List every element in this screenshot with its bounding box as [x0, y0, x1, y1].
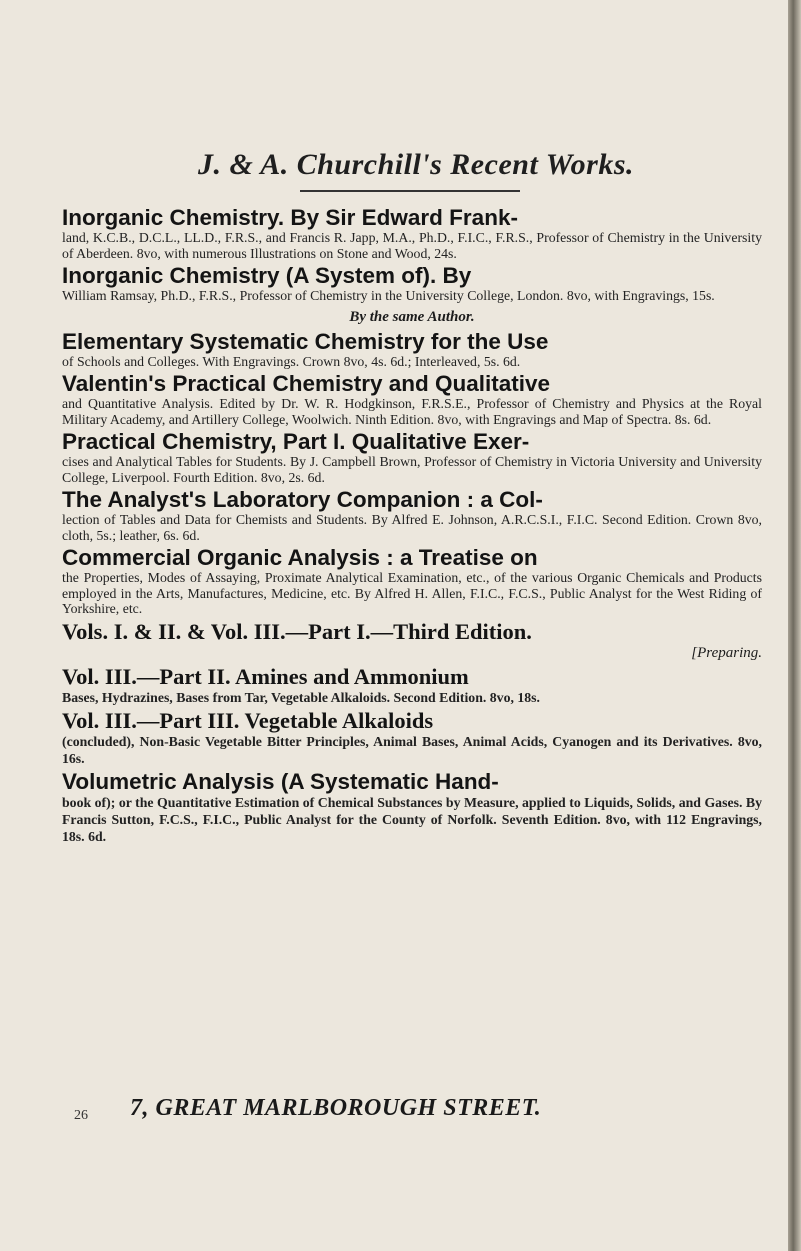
entry-description: William Ramsay, Ph.D., F.R.S., Professor of Chemistry in the University College, London. 8vo, with Engravings, 15s. — [62, 288, 715, 303]
entry-description: book of); or the Quantitative Estimation of Chemical Substances by Measure, applied to Liquids, Solids, and Gases. By Francis Sutton, F.C.S., F.I.C., Public Analyst for the County of Norfolk. Seventh Edition. 8vo, with 112 Engravings, 18s. 6d. — [62, 794, 762, 844]
entry-title: Practical Chemistry, Part I. Qualitative Exer- — [62, 429, 530, 454]
entry-title: Elementary Systematic Chemistry for the Use — [62, 328, 549, 354]
entry-title: Vols. I. & II. & Vol. III.—Part I.—Third Edition. — [62, 618, 532, 644]
entry-title: Commercial Organic Analysis : a Treatise on — [62, 545, 538, 570]
catalogue-entry — [62, 264, 762, 304]
catalogue-entry — [62, 307, 762, 327]
entry-description: and Quantitative Analysis. Edited by Dr. W. R. Hodgkinson, F.R.S.E., Professor of Chemistry and Physics at the Royal Military Academy, and Artillery College, Woolwich. Ninth Edition. 8vo, with Engravings and Map of Spectra. 8s. 6d. — [62, 396, 762, 427]
catalogue-entry — [62, 770, 762, 845]
entry-description: (concluded), Non-Basic Vegetable Bitter Principles, Animal Bases, Animal Acids, Cyanogen and its Derivatives. 8vo, 16s. — [62, 733, 762, 766]
catalogue-entry — [62, 430, 762, 485]
entry-description: land, K.C.B., D.C.L., LL.D., F.R.S., and Francis R. Japp, M.A., Ph.D., F.I.C., F.R.S., Professor of Chemistry in the University of Aberdeen. 8vo, with numerous Illustrations on Stone and Wood, 24s. — [62, 230, 762, 261]
byline: By the same Author. — [349, 308, 475, 325]
entry-title: Volumetric Analysis (A Systematic Hand- — [62, 768, 499, 794]
header-rule — [300, 190, 520, 192]
entry-description: cises and Analytical Tables for Students. By J. Campbell Brown, Professor of Chemistry in Victoria University and University College, Liverpool. Fourth Edition. 8vo, 2s. 6d. — [62, 454, 762, 485]
publisher-address: 7, GREAT MARLBOROUGH STREET. — [130, 1095, 542, 1121]
entry-title: Inorganic Chemistry. By Sir Edward Frank- — [62, 205, 518, 230]
catalogue-entry — [62, 546, 762, 617]
catalogue-entry — [62, 488, 762, 543]
catalogue-entry — [62, 372, 762, 427]
catalogue-list — [62, 206, 762, 848]
entry-description: the Properties, Modes of Assaying, Proximate Analytical Examination, etc., of the various Organic Chemicals and Products employed in the Arts, Manufactures, Medicine, etc. By Alfred H. Allen, F.I.C., F.C.S., Public Analyst for the West Riding of Yorkshire, etc. — [62, 570, 762, 616]
entry-title: Vol. III.—Part II. Amines and Ammonium — [62, 663, 469, 689]
catalogue-entry — [62, 665, 762, 706]
catalogue-entry — [62, 330, 762, 370]
catalogue-entry — [62, 620, 762, 662]
page-header: J. & A. Churchill's Recent Works. — [198, 148, 635, 181]
entry-title: Inorganic Chemistry (A System of). By — [62, 263, 472, 288]
entry-title: Vol. III.—Part III. Vegetable Alkaloids — [62, 707, 434, 733]
page-edge — [788, 0, 801, 1251]
entry-description: lection of Tables and Data for Chemists and Students. By Alfred E. Johnson, A.R.C.S.I., F.I.C. Second Edition. Crown 8vo, cloth, 5s.; leather, 6s. 6d. — [62, 512, 762, 543]
entry-title: Valentin's Practical Chemistry and Qualitative — [62, 371, 551, 396]
entry-title: The Analyst's Laboratory Companion : a Col- — [62, 487, 543, 512]
entry-description: Bases, Hydrazines, Bases from Tar, Vegetable Alkaloids. Second Edition. 8vo, 18s. — [62, 689, 540, 705]
entry-description: of Schools and Colleges. With Engravings. Crown 8vo, 4s. 6d.; Interleaved, 5s. 6d. — [62, 353, 521, 369]
preparing-note: [Preparing. — [691, 644, 762, 661]
catalogue-entry — [62, 709, 762, 767]
catalogue-entry — [62, 206, 762, 261]
page-number: 26 — [74, 1108, 88, 1123]
